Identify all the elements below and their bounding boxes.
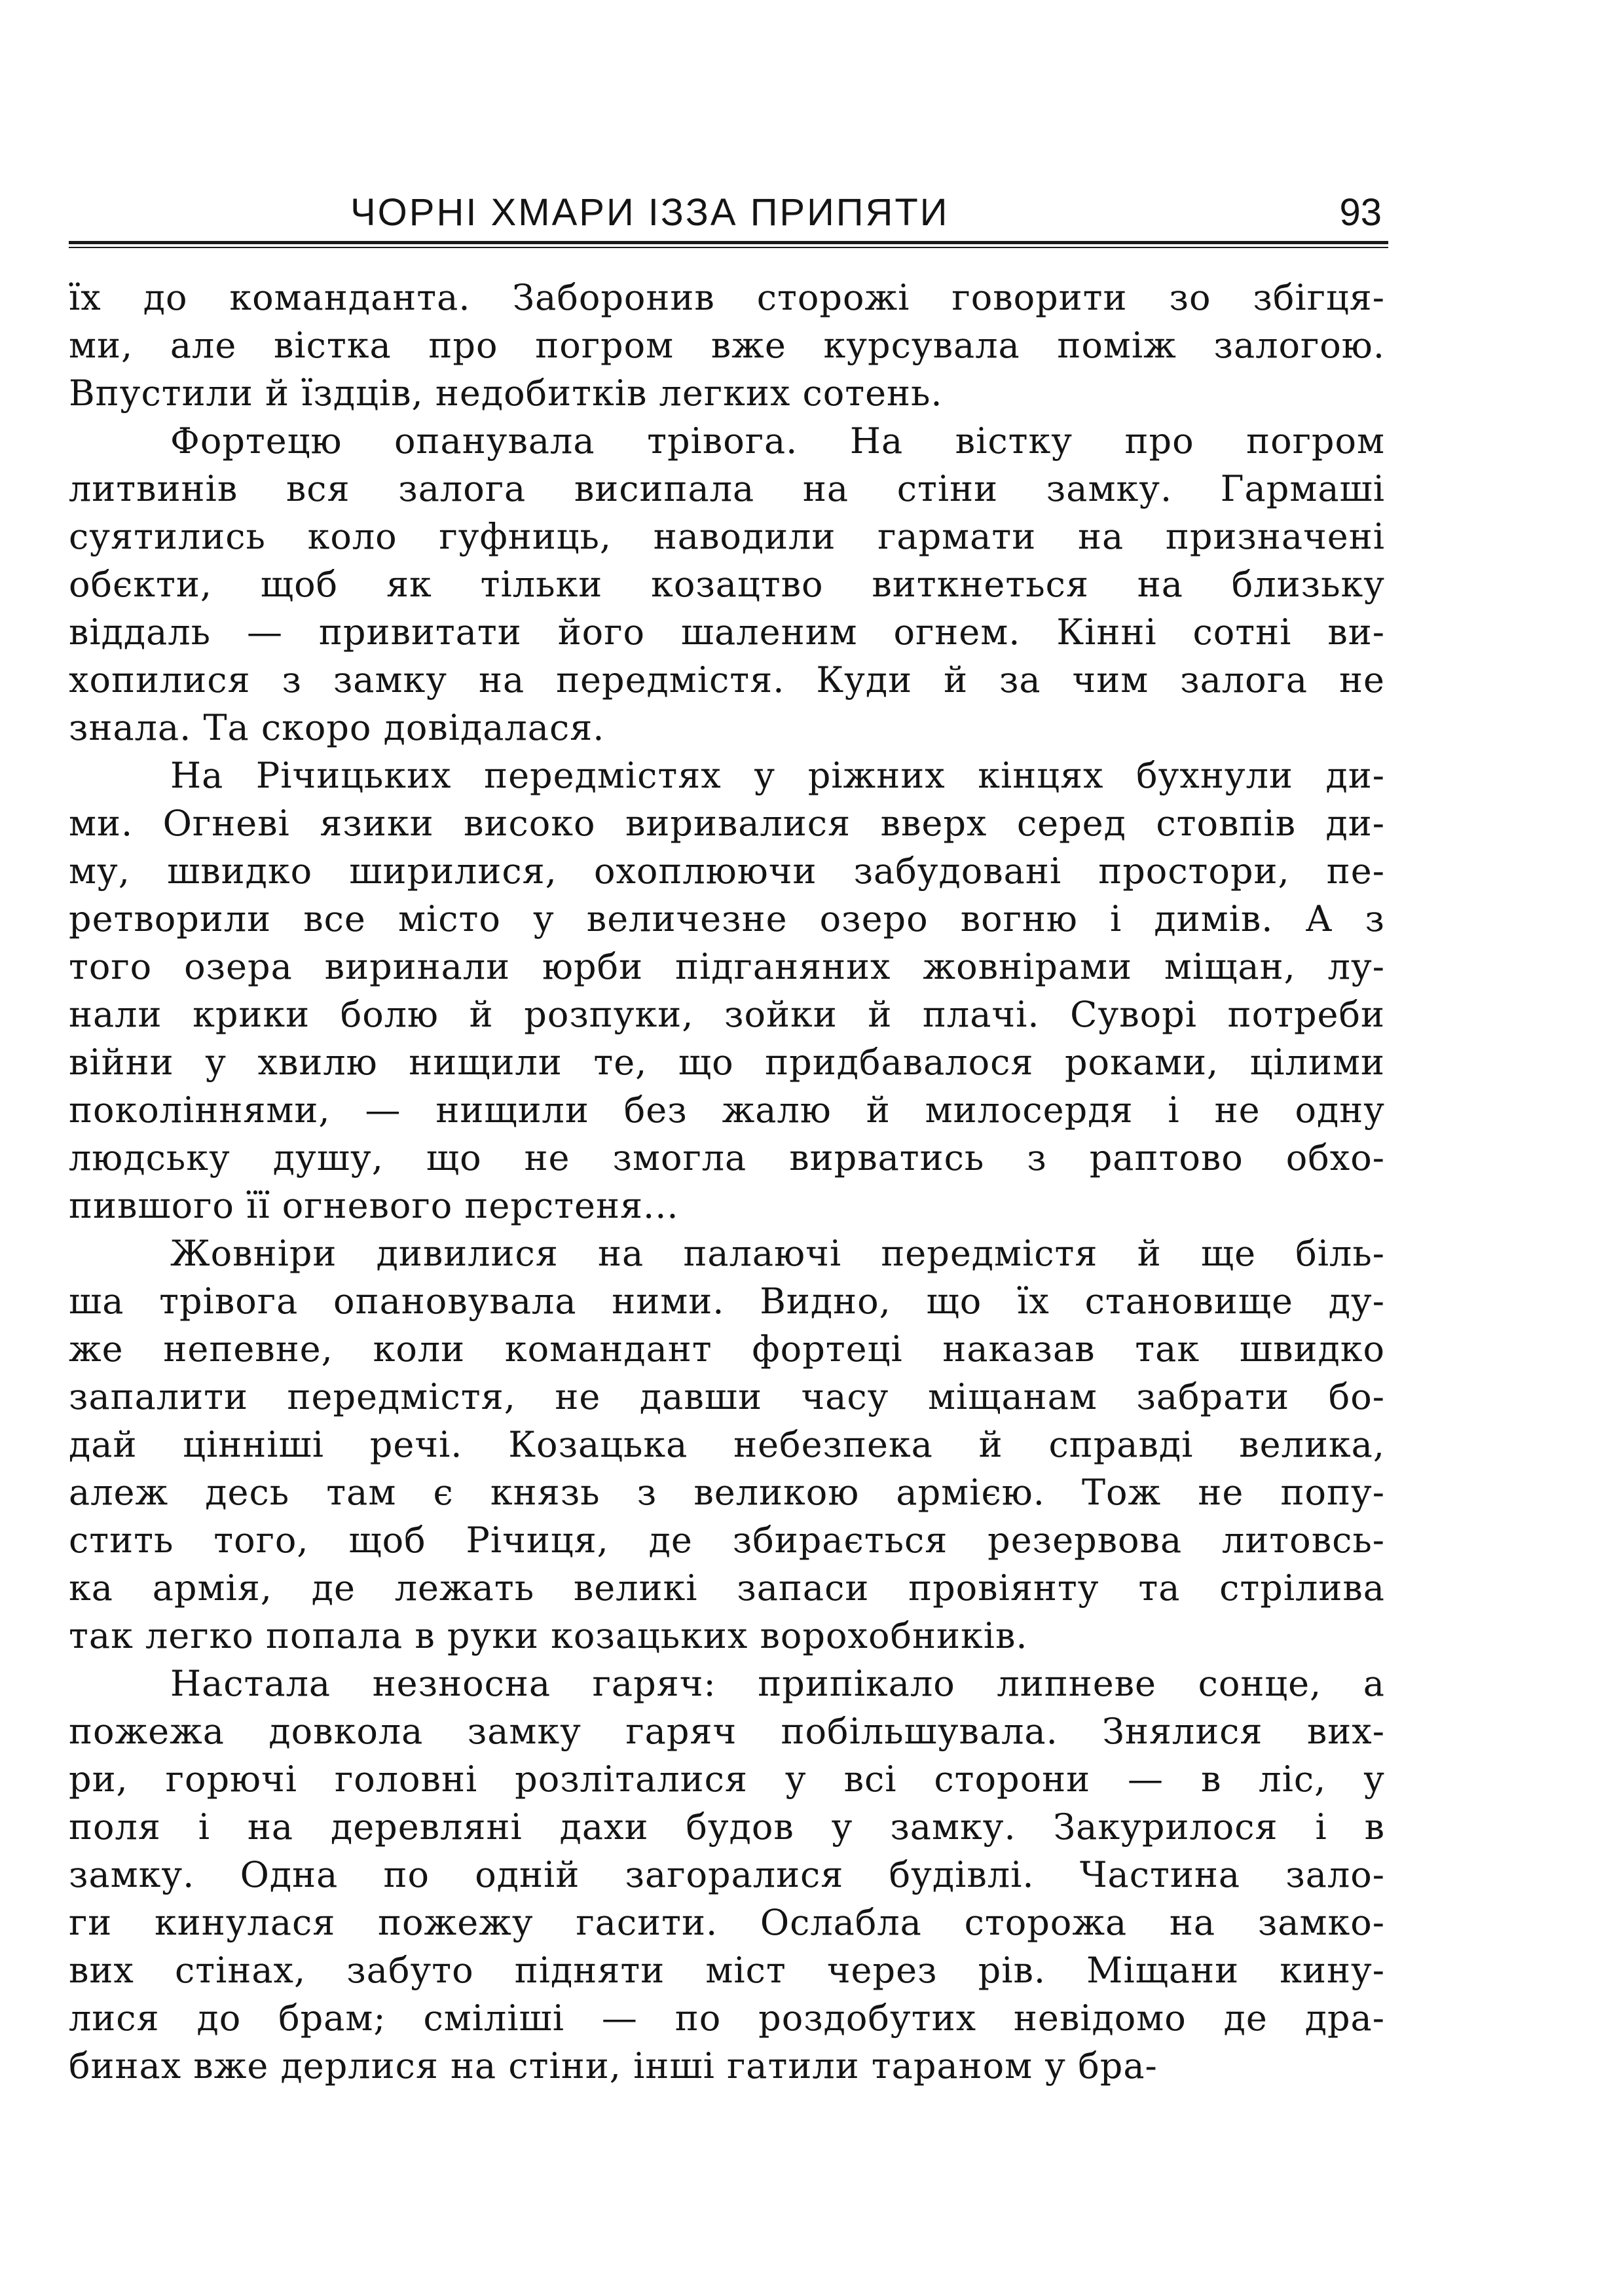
text-line: же непевне, коли командант фортеці наказав так швидко	[69, 1328, 1385, 1370]
text-line: Жовніри дивилися на палаючі передмістя й ще біль-	[170, 1233, 1385, 1274]
text-line: поля і на деревляні дахи будов у замку. Закурилося і в	[69, 1806, 1385, 1848]
paragraph	[69, 1230, 1385, 1660]
text-line: алеж десь там є князь з великою армією. Тож не попу-	[69, 1472, 1385, 1513]
text-line: ретворили все місто у величезне озеро вогню і димів. А з	[69, 898, 1385, 939]
page-number: 93	[1339, 191, 1382, 234]
text-line: дай цінніші речі. Козацька небезпека й справді велика,	[69, 1424, 1385, 1465]
text-line: замку. Одна по одній загоралися будівлі. Частина зало-	[69, 1854, 1385, 1895]
paragraph	[69, 417, 1385, 752]
text-line: поколіннями, — нищили без жалю й милосердя і не одну	[69, 1089, 1385, 1131]
text-line: людську душу, що не змогла вирватись з раптово обхо-	[69, 1137, 1385, 1178]
text-line: ги кинулася пожежу гасити. Ослабла сторожа на замко-	[69, 1902, 1385, 1943]
text-line: ка армія, де лежать великі запаси провіянту та стрілива	[69, 1567, 1385, 1609]
running-title: ЧОРНІ ХМАРИ ІЗЗА ПРИПЯТИ	[350, 191, 950, 234]
text-line: війни у хвилю нищили те, що придбавалося роками, цілими	[69, 1042, 1385, 1083]
paragraph	[69, 274, 1385, 417]
text-line: стить того, щоб Річиця, де збирається резервова литовсь-	[69, 1520, 1385, 1561]
paragraph	[69, 752, 1385, 1230]
header-rule	[69, 241, 1388, 248]
text-line: ша трівога опановувала ними. Видно, що їх становище ду-	[69, 1281, 1385, 1322]
text-line: лися до брам; сміліші — по роздобутих невідомо де дра-	[69, 1997, 1385, 2039]
text-line: так легко попала в руки козацьких ворохобників.	[69, 1615, 1028, 1656]
text-line: віддаль — привитати його шаленим огнем. Кінні сотні ви-	[69, 611, 1385, 653]
text-line: того озера виринали юрби підганяних жовнірами міщан, лу-	[69, 946, 1385, 987]
text-line: знала. Та скоро довідалася.	[69, 707, 605, 748]
paragraph	[69, 1660, 1385, 2090]
text-line: обєкти, щоб як тільки козацтво виткнеться на близьку	[69, 564, 1385, 605]
text-line: хопилися з замку на передмістя. Куди й за чим залога не	[69, 659, 1385, 701]
text-line: Впустили й їздців, недобитків легких сотень.	[69, 373, 943, 414]
text-line: ми, але вістка про погром вже курсувала поміж залогою.	[69, 325, 1385, 366]
text-line: бинах вже дерлися на стіни, інші гатили тараном у бра-	[69, 2045, 1158, 2086]
text-line: запалити передмістя, не давши часу міщанам забрати бо-	[69, 1376, 1385, 1417]
text-line: ри, горючі головні розліталися у всі сторони — в ліс, у	[69, 1758, 1385, 1800]
text-line: Настала незносна гаряч: припікало липневе сонце, а	[170, 1663, 1385, 1704]
text-line: му, швидко ширилися, охоплюючи забудовані простори, пе-	[69, 850, 1385, 892]
page-header	[69, 187, 1388, 239]
text-body	[69, 274, 1385, 2090]
text-line: суятились коло гуфниць, наводили гармати на призначені	[69, 516, 1385, 557]
text-line: На Річицьких передмістях у ріжних кінцях бухнули ди-	[170, 755, 1385, 796]
text-line: їх до команданта. Заборонив сторожі говорити зо збігця-	[69, 277, 1385, 318]
text-line: пившого її огневого перстеня...	[69, 1185, 679, 1226]
text-line: пожежа довкола замку гаряч побільшувала. Знялися вих-	[69, 1711, 1385, 1752]
text-line: нали крики болю й розпуки, зойки й плачі. Суворі потреби	[69, 994, 1385, 1035]
text-line: ми. Огневі язики високо виривалися вверх серед стовпів ди-	[69, 803, 1385, 844]
text-line: литвинів вся залога висипала на стіни замку. Гармаші	[69, 468, 1385, 509]
text-line: Фортецю опанувала трівога. На вістку про погром	[170, 420, 1385, 462]
text-line: вих стінах, забуто підняти міст через рів. Міщани кину-	[69, 1950, 1385, 1991]
